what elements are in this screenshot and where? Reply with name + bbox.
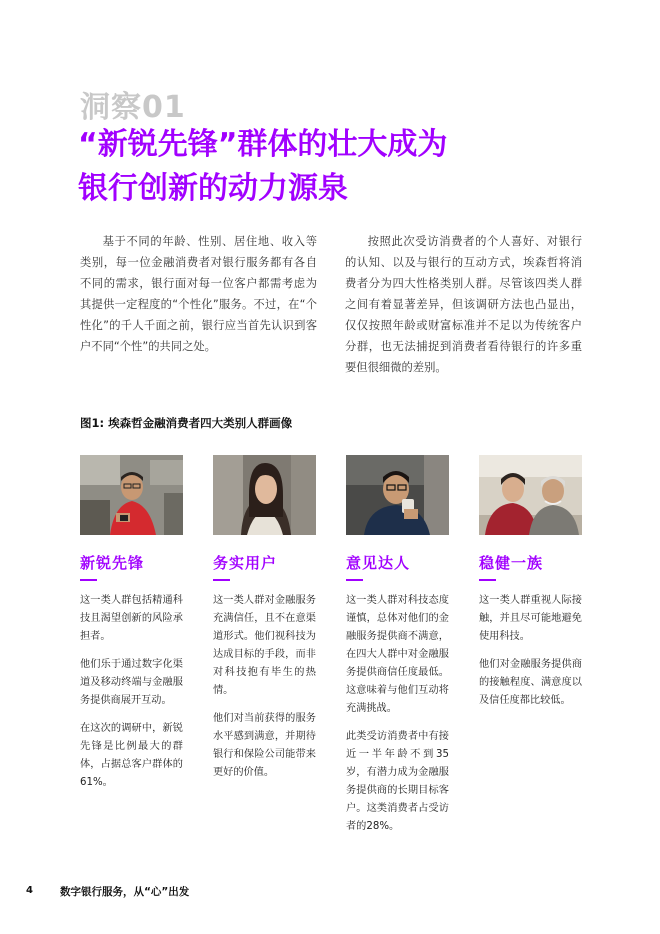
persona-description: 在这次的调研中，新锐先锋是比例最大的群体，占据总客户群体的61%。 (80, 723, 183, 788)
title-line-1: “新锐先锋”群体的壮大成为 (78, 127, 448, 162)
accent-rule (213, 579, 230, 581)
title-line-2: 银行创新的动力源泉 (78, 171, 348, 206)
persona-card-pragmatist (213, 455, 316, 792)
persona-card-critic (346, 455, 449, 846)
page-number: 4 (26, 885, 33, 896)
persona-name: 新锐先锋 (80, 554, 145, 572)
man-drinking-coffee-photo (346, 455, 449, 535)
man-with-phone-photo (80, 455, 183, 535)
page-title (78, 123, 447, 211)
persona-description: 这一类人群重视人际接触，并且尽可能地避免使用科技。 (479, 595, 582, 642)
persona-name: 稳健一族 (479, 554, 544, 572)
woman-portrait-photo (213, 455, 316, 535)
persona-card-pioneer (80, 455, 183, 802)
accent-rule (479, 579, 496, 581)
persona-description: 这一类人群对金融服务充满信任，且不在意渠道形式。他们视科技为达成目标的手段，而非对科技抱有毕生的热情。 (213, 595, 316, 696)
persona-description: 这一类人群包括精通科技且渴望创新的风险承担者。 (80, 595, 183, 642)
intro-paragraph-right: 按照此次受访消费者的个人喜好、对银行的认知、以及与银行的互动方式，埃森哲将消费者分为四大性格类别人群。尽管该四类人群之间有着显著差异，但该调研方法也凸显出，仅仅按照年龄或财富标准并不足以为传统客户分群，也无法捕捉到消费者看待银行的许多重要但很细微的差别。 (345, 235, 582, 374)
persona-description: 此类受访消费者中有接近一半年龄不到35岁，有潜力成为金融服务提供商的长期目标客户。这类消费者占受访者的28%。 (346, 731, 449, 832)
accent-rule (80, 579, 97, 581)
persona-card-traditionalist (479, 455, 582, 720)
footer-title: 数字银行服务，从“心”出发 (60, 886, 190, 898)
persona-description: 他们对当前获得的服务水平感到满意，并期待银行和保险公司能带来更好的价值。 (213, 713, 316, 778)
elderly-couple-photo (479, 455, 582, 535)
section-kicker: 洞察01 (80, 90, 186, 125)
intro-paragraph-left: 基于不同的年龄、性别、居住地、收入等类别，每一位金融消费者对银行服务都有各自不同的需求，银行面对每一位客户都需考虑为其提供一定程度的“个性化”服务。不过，在“个性化”的千人千面之前，银行应当首先认识到客户不同“个性”的共同之处。 (80, 235, 317, 353)
persona-name: 务实用户 (213, 554, 278, 572)
persona-name: 意见达人 (346, 554, 411, 572)
persona-description: 他们乐于通过数字化渠道及移动终端与金融服务提供商展开互动。 (80, 659, 183, 706)
persona-description: 他们对金融服务提供商的接触程度、满意度以及信任度都比较低。 (479, 659, 582, 706)
figure-caption: 图1: 埃森哲金融消费者四大类别人群画像 (80, 416, 293, 430)
persona-description: 这一类人群对科技态度谨慎，总体对他们的金融服务提供商不满意，在四大人群中对金融服务提供商信任度最低。这意味着与他们互动将充满挑战。 (346, 595, 449, 714)
accent-rule (346, 579, 363, 581)
